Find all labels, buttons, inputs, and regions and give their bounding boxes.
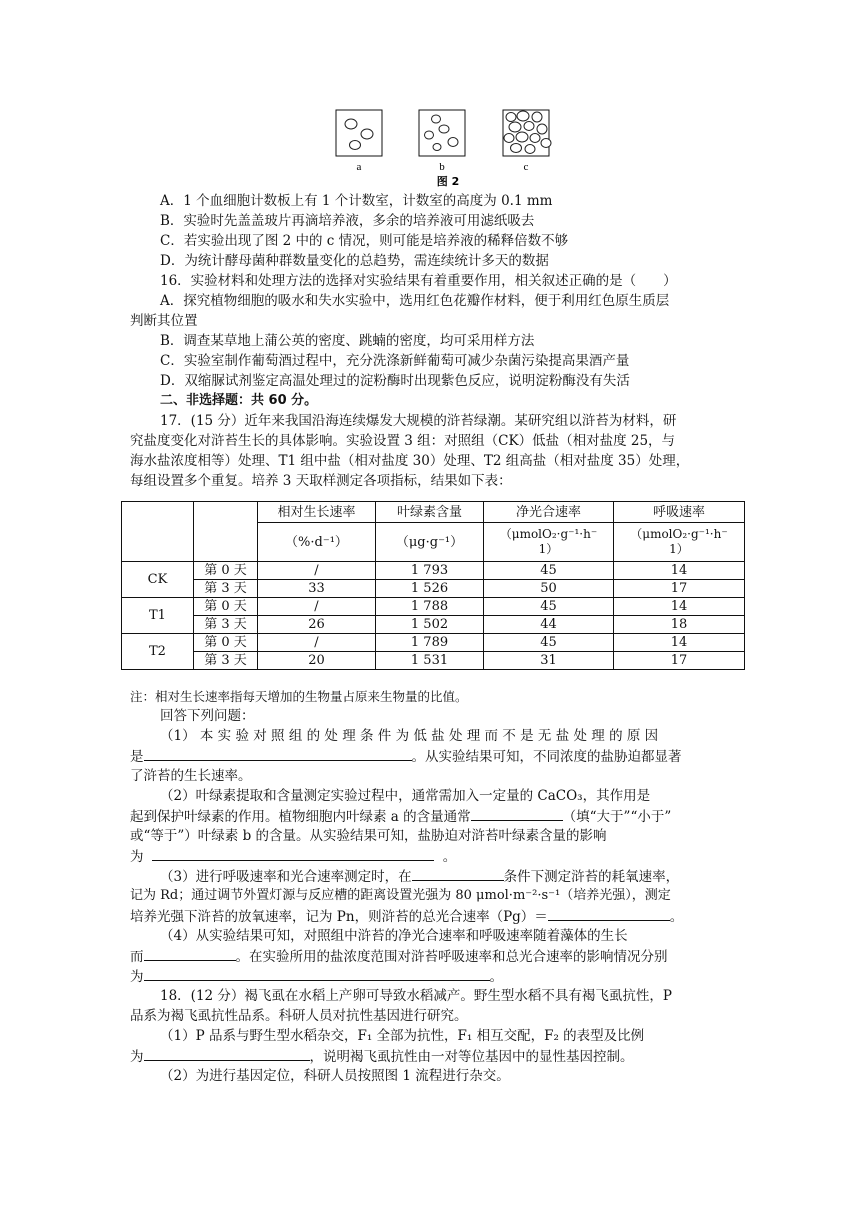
- value-cell: /: [258, 562, 376, 580]
- q16-option-d: D．双缩脲试剂鉴定高温处理过的淀粉酶时出现紫色反应，说明淀粉酶没有失活: [160, 373, 630, 389]
- value-cell: 14: [614, 598, 745, 616]
- q17-intro-2: 究盐度变化对浒苔生长的具体影响。实验设置 3 组：对照组（CK）低盐（相对盐度 25，与: [130, 433, 676, 449]
- table-row: [122, 562, 745, 580]
- value-cell: 1 526: [376, 580, 484, 598]
- value-cell: 17: [614, 580, 745, 598]
- label-a: a: [356, 161, 362, 173]
- unit-chlorophyll: （μg·g⁻¹）: [376, 523, 484, 562]
- group-label: T1: [122, 598, 194, 634]
- unit-growth: （%·d⁻¹）: [258, 523, 376, 562]
- q17-p2-line2: 起到保护叶绿素的作用。植物细胞内叶绿素 a 的含量通常 （填“大于”“小于”: [130, 806, 671, 827]
- value-cell: 1 789: [376, 634, 484, 652]
- answer-prompt: 回答下列问题：: [160, 708, 255, 724]
- value-cell: /: [258, 634, 376, 652]
- q18-p1-line2: 为 ，说明褐飞虱抗性由一对等位基因中的显性基因控制。: [130, 1046, 634, 1067]
- label-c: c: [523, 161, 529, 173]
- q15-option-d: D．为统计酵母菌种群数量变化的总趋势，需连续统计多天的数据: [160, 253, 549, 269]
- q17-p3-line3: 培养光强下浒苔的放氧速率，记为 Pn，则浒苔的总光合速率（Pg）＝ 。: [130, 906, 683, 927]
- header-chlorophyll: 叶绿素含量: [376, 502, 484, 523]
- header-respiration: 呼吸速率: [614, 502, 745, 523]
- q17-intro-1: 17．(15 分）近年来我国沿海连续爆发大规模的浒苔绿潮。某研究组以浒苔为材料，研: [160, 413, 677, 429]
- answer-blank[interactable]: [412, 866, 504, 881]
- unit-respiration: （μmolO₂·g⁻¹·h⁻ 1）: [614, 523, 745, 562]
- q18-p1-line1: （1）P 品系与野生型水稻杂交，F₁ 全部为抗性，F₁ 相互交配，F₂ 的表型及比例: [160, 1028, 645, 1044]
- answer-blank[interactable]: [144, 946, 236, 961]
- value-cell: 1 531: [376, 652, 484, 670]
- q16-option-b: B．调查某草地上蒲公英的密度、跳蝻的密度，均可采用样方法: [160, 333, 535, 349]
- value-cell: 50: [484, 580, 614, 598]
- table-row: [122, 652, 745, 670]
- q15-option-c: C．若实验出现了图 2 中的 c 情况，则可能是培养液的稀释倍数不够: [160, 233, 569, 249]
- q17-p3-line1: （3）进行呼吸速率和光合速率测定时，在 条件下测定浒苔的耗氧速率，: [160, 866, 679, 887]
- q17-p3-line2: 记为 Rd；通过调节外置灯源与反应槽的距离设置光强为 80 μmol·m⁻²·s⁻¹（培养光强），测定: [130, 888, 671, 903]
- q18-intro-1: 18．(12 分）褐飞虱在水稻上产卵可导致水稻减产。野生型水稻不具有褐飞虱抗性，P: [160, 988, 672, 1004]
- q17-intro-3: 海水盐浓度相等）处理、T1 组中盐（相对盐度 30）处理、T2 组高盐（相对盐度 35）处理，: [130, 453, 690, 469]
- value-cell: 1 793: [376, 562, 484, 580]
- value-cell: 14: [614, 634, 745, 652]
- answer-blank[interactable]: [144, 1046, 310, 1061]
- q16-option-c: C．实验室制作葡萄酒过程中，充分洗涤新鲜葡萄可减少杂菌污染提高果酒产量: [160, 353, 630, 369]
- day-cell: 第 3 天: [194, 580, 258, 598]
- section-heading: 二、非选择题：共 60 分。: [160, 393, 318, 408]
- table-corner: [122, 502, 194, 562]
- table-row: [122, 616, 745, 634]
- value-cell: 45: [484, 562, 614, 580]
- answer-blank[interactable]: [548, 906, 670, 921]
- value-cell: 1 502: [376, 616, 484, 634]
- square-a: [336, 110, 382, 156]
- answer-blank[interactable]: [471, 806, 563, 821]
- table-note: 注：相对生长速率指每天增加的生物量占原来生物量的比值。: [130, 689, 468, 704]
- q18-p2: （2）为进行基因定位，科研人员按照图 1 流程进行杂交。: [160, 1068, 510, 1084]
- q18-intro-2: 品系为褐飞虱抗性品系。科研人员对抗性基因进行研究。: [130, 1008, 468, 1024]
- q17-p1-line1: （1） 本 实 验 对 照 组 的 处 理 条 件 为 低 盐 处 理 而 不 是 无 盐 处 理 的 原 因: [160, 728, 659, 744]
- q17-p1-line2: 是 。从实验结果可知，不同浓度的盐胁迫都显著: [130, 746, 682, 767]
- q15-option-b: B．实验时先盖盖玻片再滴培养液，多余的培养液可用滤纸吸去: [160, 213, 535, 229]
- label-b: b: [439, 161, 445, 173]
- q17-p2-line1: （2）叶绿素提取和含量测定实验过程中，通常需加入一定量的 CaCO₃，其作用是: [160, 788, 651, 804]
- value-cell: 17: [614, 652, 745, 670]
- value-cell: 1 788: [376, 598, 484, 616]
- day-cell: 第 0 天: [194, 598, 258, 616]
- value-cell: 31: [484, 652, 614, 670]
- square-b: [419, 110, 465, 156]
- q17-intro-4: 每组设置多个重复。培养 3 天取样测定各项指标，结果如下表：: [130, 473, 512, 489]
- table-row: [122, 598, 745, 616]
- value-cell: /: [258, 598, 376, 616]
- figure-caption: 图 2: [436, 175, 460, 188]
- table-corner-2: [194, 502, 258, 562]
- header-growth: 相对生长速率: [258, 502, 376, 523]
- day-cell: 第 0 天: [194, 634, 258, 652]
- q17-p4-line2: 而 。在实验所用的盐浓度范围对浒苔呼吸速率和总光合速率的影响情况分别: [130, 946, 668, 967]
- header-net-photosynthesis: 净光合速率: [484, 502, 614, 523]
- value-cell: 33: [258, 580, 376, 598]
- day-cell: 第 3 天: [194, 616, 258, 634]
- answer-blank[interactable]: [152, 846, 434, 861]
- q17-p1-line3: 了浒苔的生长速率。: [130, 768, 252, 784]
- value-cell: 20: [258, 652, 376, 670]
- unit-net-photosynthesis: （μmolO₂·g⁻¹·h⁻ 1）: [484, 523, 614, 562]
- q17-p4-line1: （4）从实验结果可知，对照组中浒苔的净光合速率和呼吸速率随着藻体的生长: [160, 928, 628, 944]
- figure-2: [333, 107, 563, 189]
- q17-p2-line3: 或“等于”）叶绿素 b 的含量。从实验结果可知，盐胁迫对浒苔叶绿素含量的影响: [130, 828, 607, 844]
- table-row: [122, 580, 745, 598]
- value-cell: 26: [258, 616, 376, 634]
- value-cell: 45: [484, 634, 614, 652]
- table-header-row: [122, 502, 745, 523]
- value-cell: 44: [484, 616, 614, 634]
- day-cell: 第 0 天: [194, 562, 258, 580]
- value-cell: 18: [614, 616, 745, 634]
- results-table: [121, 501, 745, 670]
- table-row: [122, 634, 745, 652]
- group-label: CK: [122, 562, 194, 598]
- q16-stem: 16．实验材料和处理方法的选择对实验结果有着重要作用，相关叙述正确的是（ ）: [160, 273, 677, 289]
- value-cell: 14: [614, 562, 745, 580]
- q16-option-a: A．探究植物细胞的吸水和失水实验中，选用红色花瓣作材料，便于利用红色原生质层: [160, 293, 670, 309]
- group-label: T2: [122, 634, 194, 670]
- day-cell: 第 3 天: [194, 652, 258, 670]
- answer-blank[interactable]: [144, 966, 490, 981]
- answer-blank[interactable]: [144, 746, 412, 761]
- q16-option-a-cont: 判断其位置: [130, 313, 198, 329]
- q17-p2-line4: 为 。: [130, 846, 456, 867]
- q17-p4-line3: 为 。: [130, 966, 503, 987]
- square-c: [503, 110, 551, 156]
- q15-option-a: A．1 个血细胞计数板上有 1 个计数室，计数室的高度为 0.1 mm: [160, 193, 553, 209]
- value-cell: 45: [484, 598, 614, 616]
